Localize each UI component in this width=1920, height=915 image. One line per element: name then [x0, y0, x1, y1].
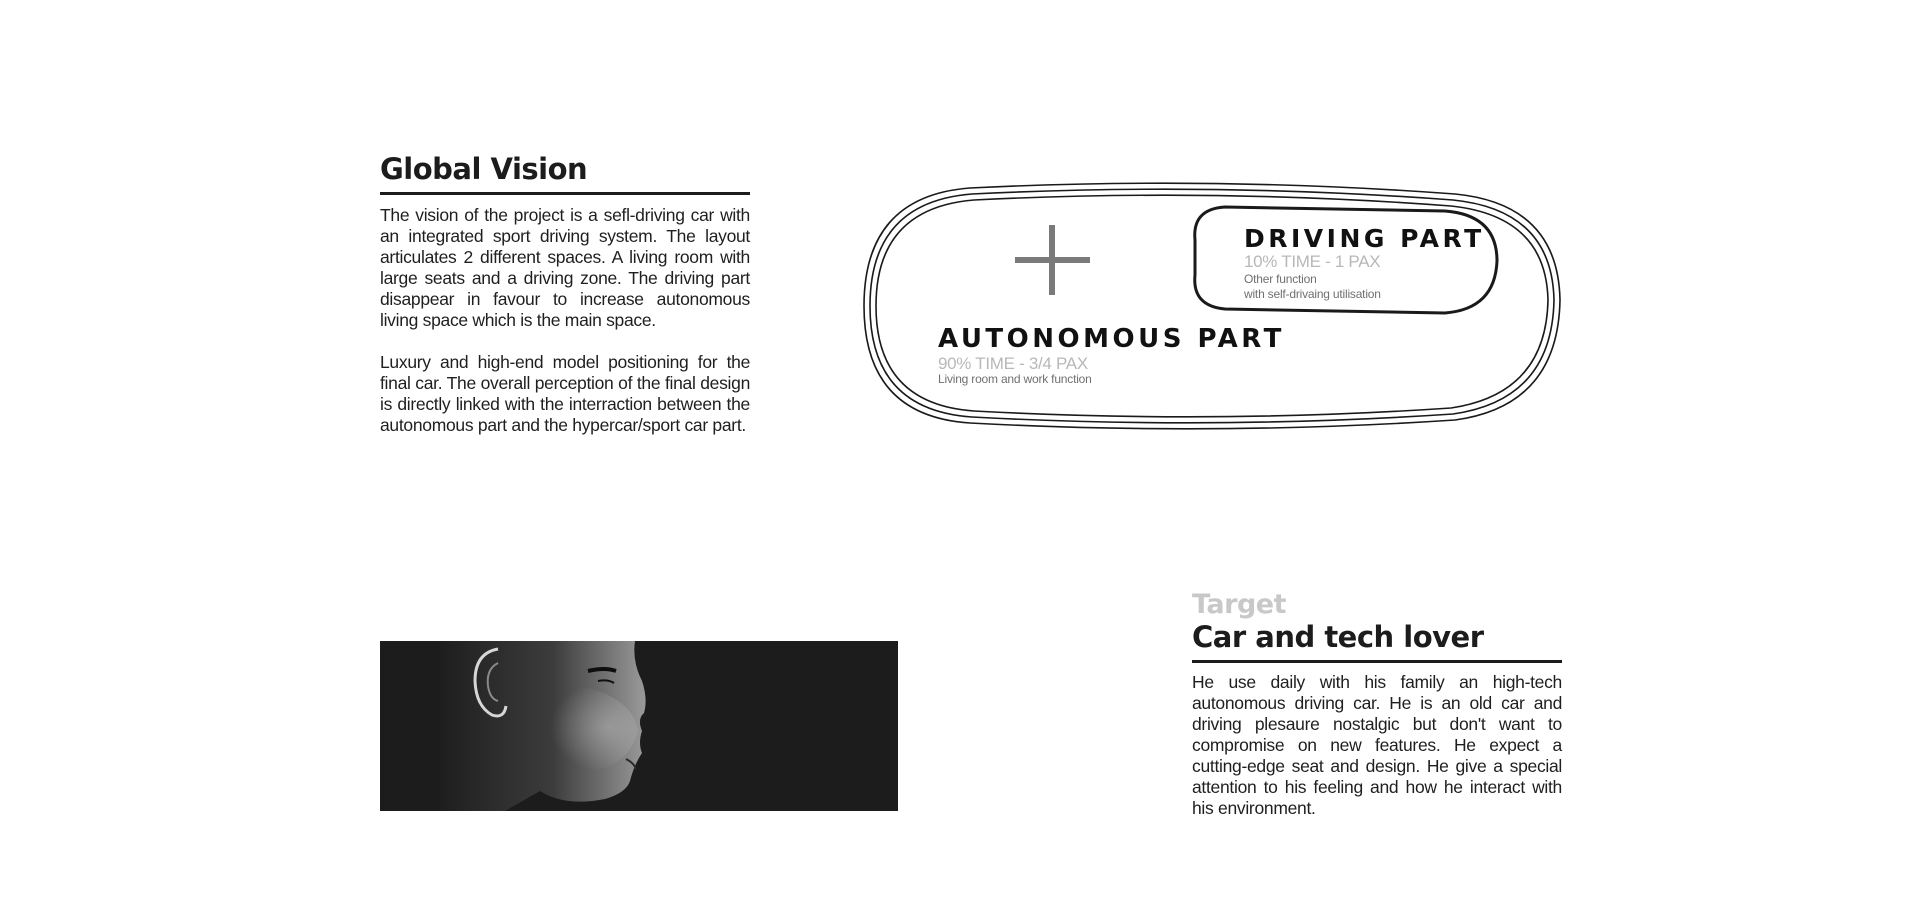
global-vision-paragraph-2: Luxury and high-end model positioning for the final car. The overall perception of the final design is directly linked with the interraction between the autonomous part and the hypercar/sport car part. — [380, 352, 750, 435]
target-section — [1192, 590, 1562, 819]
driving-part-title: DRIVING PART — [1244, 224, 1485, 253]
man-profile-photo — [380, 641, 898, 811]
driving-part-stats: 10% TIME - 1 PAX — [1244, 252, 1381, 271]
autonomous-part-title: AUTONOMOUS PART — [938, 324, 1285, 354]
global-vision-title: Global Vision — [380, 152, 750, 195]
layout-diagram — [860, 180, 1566, 445]
autonomous-part-note: Living room and work function — [938, 372, 1092, 386]
plus-icon — [1015, 225, 1090, 295]
car-outline-diagram — [860, 180, 1566, 445]
target-title: Car and tech lover — [1192, 620, 1562, 663]
target-description: He use daily with his family an high-tech autonomous driving car. He is an old car and driving plesaure nostalgic but don't want to compromise on new features. He expect a cutting-edge seat and design. He give a special attention to his feeling and how he interact with his environment. — [1192, 672, 1562, 818]
man-profile-illustration — [380, 641, 898, 811]
global-vision-paragraph-1: The vision of the project is a sefl-driving car with an integrated sport driving system. The layout articulates 2 different spaces. A living room with large seats and a driving zone. The driving part disappear in favour to increase autonomous living space which is the main space. — [380, 205, 750, 330]
target-label: Target — [1192, 589, 1287, 620]
global-vision-section — [380, 152, 750, 436]
driving-part-note-1: Other function — [1244, 272, 1317, 286]
autonomous-part-stats: 90% TIME - 3/4 PAX — [938, 354, 1088, 373]
driving-part-note-2: with self-drivaing utilisation — [1244, 287, 1381, 301]
